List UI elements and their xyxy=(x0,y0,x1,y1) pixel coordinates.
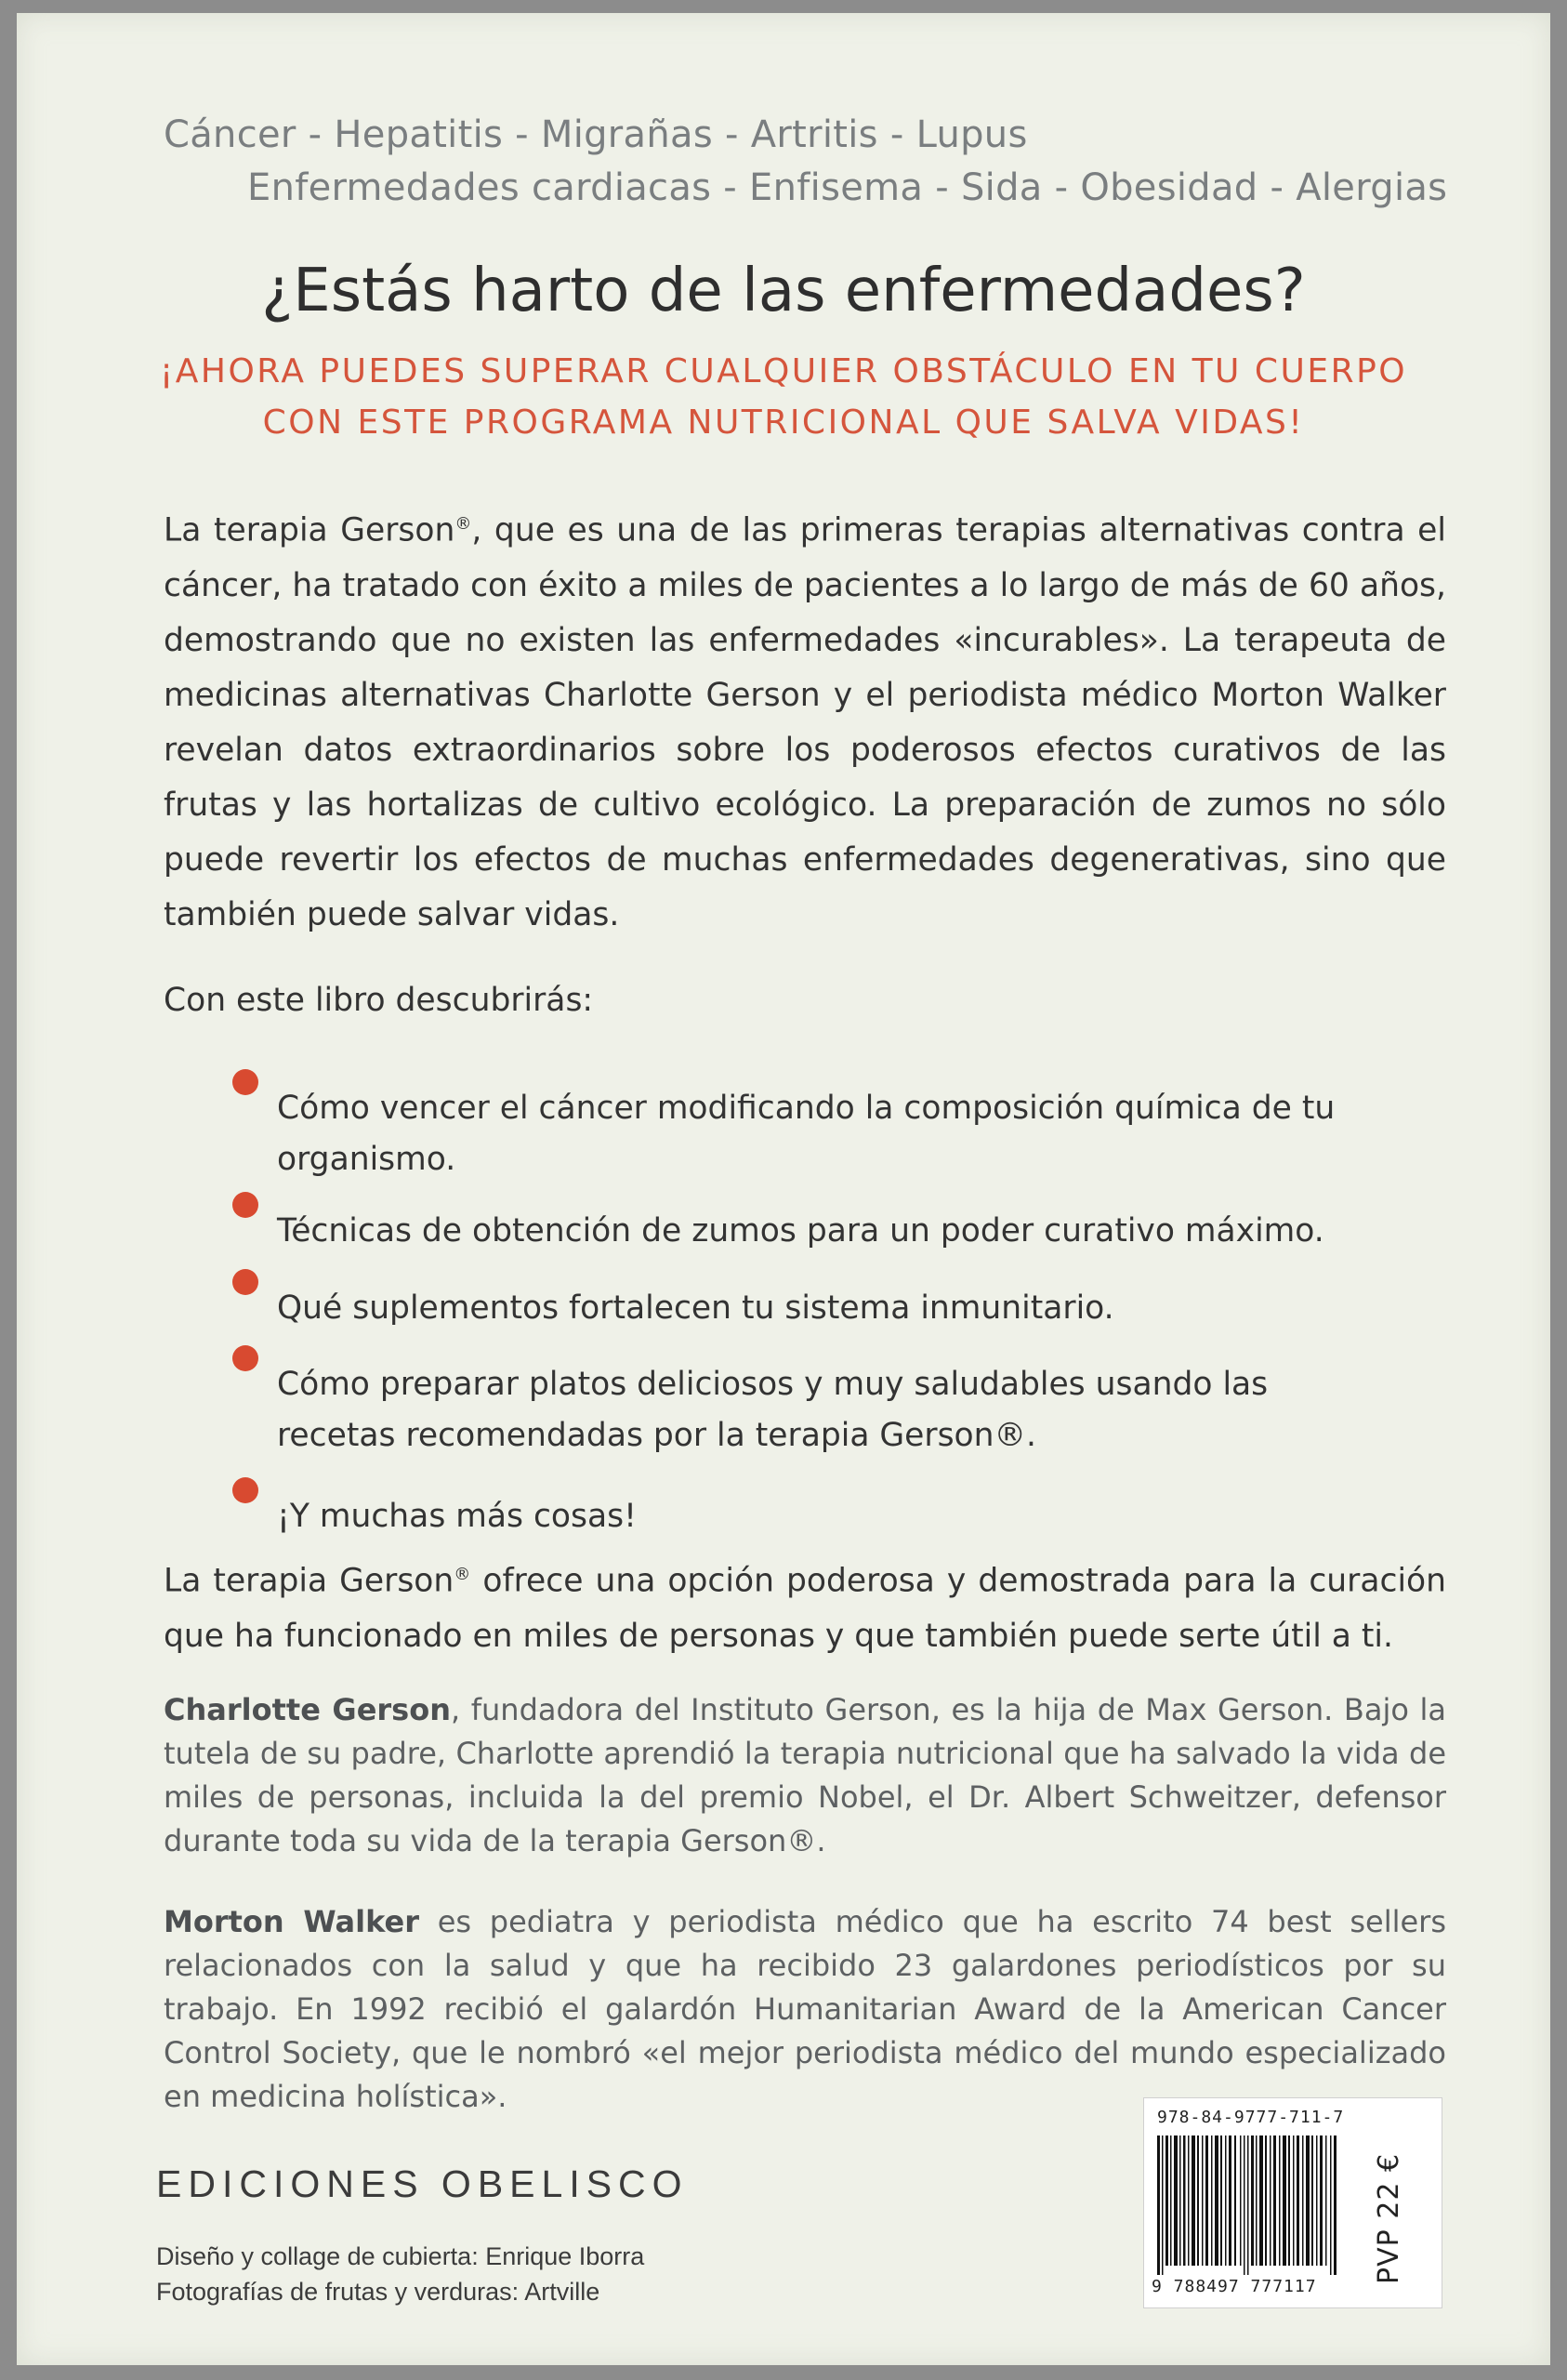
publisher-name: EDICIONES OBELISCO xyxy=(156,2162,689,2205)
bullet-dot-icon xyxy=(232,1477,258,1503)
intro-part-2: , que es una de las primeras terapias alternativas contra el cáncer, ha tratado con éxito a miles de pacientes a lo largo de más de 60 años, demostrando que no existen las enfermedades «incurables». La terapeuta de medicinas alternativas Charlotte Gerson y el periodista médico Morton Walker revelan datos extraordinarios sobre los poderosos efectos curativos de las frutas y las hortalizas de cultivo ecológico. La preparación de zumos no sólo puede revertir los efectos de muchas enfermedades degenerativas, sino que también puede salvar vidas. xyxy=(164,511,1446,933)
headline: ¿Estás harto de las enfermedades? xyxy=(261,257,1306,325)
credit-design: Diseño y collage de cubierta: Enrique Iborra xyxy=(156,2242,645,2270)
bullet-dot-icon xyxy=(232,1269,258,1295)
bio-gerson xyxy=(164,1688,1446,1863)
bullet-dot-icon xyxy=(232,1192,258,1218)
bio-walker-name: Morton Walker xyxy=(164,1904,419,1939)
barcode-label xyxy=(1143,2097,1442,2308)
credit-photos: Fotografías de frutas y verduras: Artville xyxy=(156,2278,600,2306)
barcode-digits: 9 788497 777117 xyxy=(1152,2277,1317,2296)
bullet-dot-icon xyxy=(232,1345,258,1371)
registered-mark: ® xyxy=(454,1565,471,1584)
bio-gerson-name: Charlotte Gerson xyxy=(164,1692,451,1727)
tagline-line-1: ¡AHORA PUEDES SUPERAR CUALQUIER OBSTÁCULO EN TU CUERPO xyxy=(159,352,1408,390)
back-cover xyxy=(17,13,1550,2365)
registered-mark: ® xyxy=(454,514,472,534)
diseases-line-1: Cáncer - Hepatitis - Migrañas - Artritis - Lupus xyxy=(164,113,1028,156)
barcode-icon xyxy=(1157,2135,1339,2275)
tagline-line-2: CON ESTE PROGRAMA NUTRICIONAL QUE SALVA VIDAS! xyxy=(262,403,1305,442)
bullet-item: Cómo preparar platos deliciosos y muy saludables usando las recetas recomendadas por la terapia Gerson®. xyxy=(277,1365,1269,1454)
bullet-item: ¡Y muchas más cosas! xyxy=(277,1497,637,1535)
closing-paragraph xyxy=(164,1547,1446,1664)
intro-part-1: La terapia Gerson xyxy=(164,511,455,549)
bullet-item: Técnicas de obtención de zumos para un poder curativo máximo. xyxy=(277,1211,1324,1250)
discover-lead: Con este libro descubrirás: xyxy=(164,982,594,1019)
closing-part-1: La terapia Gerson xyxy=(164,1562,454,1600)
bullet-item: Cómo vencer el cáncer modificando la composición química de tu organismo. xyxy=(277,1089,1336,1178)
isbn-number: 978-84-9777-711-7 xyxy=(1157,2108,1345,2127)
bio-walker-text: es pediatra y periodista médico que ha escrito 74 best sellers relacionados con la salud y que ha recibido 23 galardones periodísticos por su trabajo. En 1992 recibió el galardón Humanitarian Award de la American Cancer Control Society, que le nombró «el mejor periodista médico del mundo especializado en medicina holística». xyxy=(164,1904,1447,2114)
closing-part-2: ofrece una opción poderosa y demostrada para la curación que ha funcionado en miles de personas y que también puede serte útil a ti. xyxy=(164,1562,1447,1655)
intro-paragraph xyxy=(164,496,1446,943)
bullet-dot-icon xyxy=(232,1069,258,1095)
diseases-line-2: Enfermedades cardiacas - Enfisema - Sida - Obesidad - Alergias xyxy=(247,166,1448,209)
price-label: PVP 22 € xyxy=(1373,2152,1405,2284)
bullet-item: Qué suplementos fortalecen tu sistema inmunitario. xyxy=(277,1289,1114,1327)
bio-gerson-text: , fundadora del Instituto Gerson, es la hija de Max Gerson. Bajo la tutela de su padre, Charlotte aprendió la terapia nutricional que ha salvado la vida de miles de personas, incluida la del premio Nobel, el Dr. Albert Schweitzer, defensor durante toda su vida de la terapia Gerson®. xyxy=(164,1692,1447,1858)
bio-walker xyxy=(164,1900,1446,2119)
